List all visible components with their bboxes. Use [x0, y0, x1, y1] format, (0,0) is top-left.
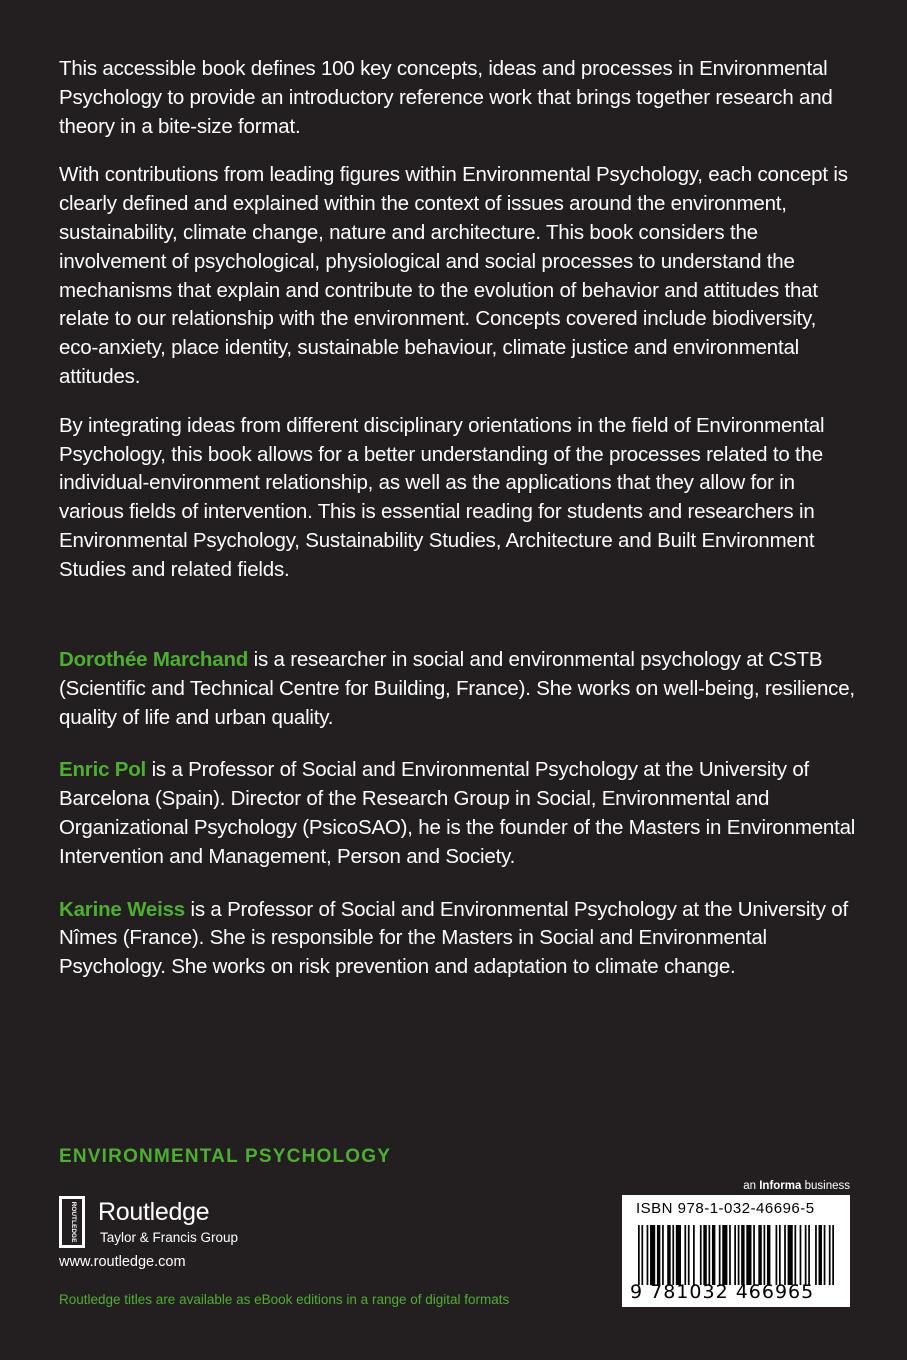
- book-description: [59, 55, 859, 605]
- barcode-bar: [758, 1225, 761, 1285]
- author-bio-weiss: [59, 896, 859, 982]
- barcode-bar: [738, 1225, 740, 1285]
- barcode-bar: [829, 1225, 831, 1285]
- barcode-bar: [647, 1225, 649, 1285]
- barcode-bar: [729, 1225, 731, 1285]
- barcode-bar: [657, 1225, 660, 1285]
- barcode-bar: [741, 1225, 744, 1285]
- barcode-bar: [794, 1225, 796, 1285]
- barcode-bar: [800, 1225, 802, 1285]
- barcode-bar: [672, 1225, 674, 1285]
- barcode-bar: [662, 1225, 664, 1285]
- author-bio-text: is a Professor of Social and Environmental Psychology at the University of Barcelona (Spain). Director of the Research Group in Social, Environmental and Organizational Psychology (PsicoSAO), he is the founder of the Masters in Environmental Intervention and Management, Person and Society.: [59, 758, 856, 868]
- informa-prefix: an: [743, 1180, 760, 1192]
- barcode-bar: [788, 1225, 793, 1285]
- barcode-bar: [684, 1225, 686, 1285]
- description-paragraph-3: By integrating ideas from different disciplinary orientations in the field of Environmental Psychology, this book allows for a better understanding of the processes related to the individual-environment relationship, as well as the applications that they allow for in various fields of intervention. This is essential reading for students and researchers in Environmental Psychology, Sustainability Studies, Architecture and Built Environment Studies and related fields.: [59, 413, 825, 581]
- barcode-bar: [808, 1225, 810, 1285]
- description-paragraph-2: With contributions from leading figures within Environmental Psychology, each concept is clearly defined and explained within the context of issues around the environment, sustainability, climate change, nature and architecture. This book considers the involvement of psychological, physiological and social processes to understand the mechanisms that explain and contribute to the evolution of behavior and attitudes that relate to our relationship with the environment. Concepts covered include biodiversity, eco-anxiety, place identity, sustainable behaviour, climate justice and environmental attitudes.: [59, 163, 848, 388]
- barcode-bar: [734, 1225, 736, 1285]
- barcode-bar: [722, 1225, 727, 1285]
- barcode-bar: [693, 1225, 695, 1285]
- barcode-bar: [824, 1225, 826, 1285]
- barcode-bar: [708, 1225, 710, 1285]
- barcode-bar: [767, 1225, 770, 1285]
- informa-suffix: business: [801, 1180, 850, 1192]
- barcode-bar: [676, 1225, 681, 1285]
- barcode-bar: [638, 1225, 640, 1285]
- ebook-note: Routledge titles are available as eBook editions in a range of digital formats: [59, 1292, 510, 1307]
- barcode-bar: [712, 1225, 715, 1285]
- barcode-bar: [703, 1225, 706, 1285]
- author-name: Karine Weiss: [59, 897, 185, 921]
- publisher-name: Routledge: [98, 1198, 210, 1226]
- barcode-bar: [784, 1225, 786, 1285]
- informa-brand: Informa: [759, 1180, 802, 1192]
- barcode-bar: [700, 1225, 702, 1285]
- author-bio-marchand: [59, 646, 859, 732]
- author-name: Dorothée Marchand: [59, 648, 249, 671]
- description-paragraph-1: This accessible book defines 100 key concepts, ideas and processes in Environmental Psychology to provide an introductory reference work that brings together research and theory in a bite-size format.: [59, 57, 833, 138]
- barcode-bar: [776, 1225, 778, 1285]
- barcode-bar: [650, 1225, 655, 1285]
- barcode-bar: [641, 1225, 643, 1285]
- author-name: Enric Pol: [59, 758, 147, 782]
- series-title: ENVIRONMENTAL PSYCHOLOGY: [59, 1146, 392, 1167]
- informa-business: [743, 1180, 850, 1192]
- barcode-bar: [832, 1225, 834, 1285]
- barcode-bar: [746, 1225, 751, 1285]
- isbn-label: ISBN 978-1-032-46696-5: [636, 1200, 815, 1217]
- barcode-bar: [779, 1225, 781, 1285]
- barcode-digits: 9 781032 466965: [630, 1281, 815, 1303]
- barcode: [622, 1195, 850, 1307]
- barcode-bar: [819, 1225, 822, 1285]
- barcode-bar: [764, 1225, 766, 1285]
- routledge-logo-icon: [59, 1196, 85, 1248]
- barcode-bar: [753, 1225, 755, 1285]
- publisher-logo: [59, 1196, 359, 1252]
- barcode-bar: [719, 1225, 721, 1285]
- barcode-bar: [667, 1225, 670, 1285]
- author-bio-text: is a Professor of Social and Environmental Psychology at the University of Nîmes (France). She is responsible for the Masters in Social and Environmental Psychology. She works on risk prevention and adaptation to climate change.: [59, 897, 848, 979]
- publisher-group: Taylor & Francis Group: [100, 1230, 239, 1245]
- barcode-bar: [688, 1225, 690, 1285]
- author-bio-pol: [59, 756, 859, 871]
- author-bios: [59, 646, 859, 1006]
- barcode-bar: [815, 1225, 817, 1285]
- author-bio-text: is a researcher in social and environmental psychology at CSTB (Scientific and Technical Centre for Building, France). She works on well-being, resilience, quality of life and urban quality.: [59, 648, 855, 729]
- barcode-bar: [805, 1225, 807, 1285]
- publisher-website[interactable]: www.routledge.com: [59, 1254, 186, 1270]
- logo-vertical-text: ROUTLEDGE: [70, 1201, 77, 1243]
- barcode-bars: [638, 1225, 834, 1285]
